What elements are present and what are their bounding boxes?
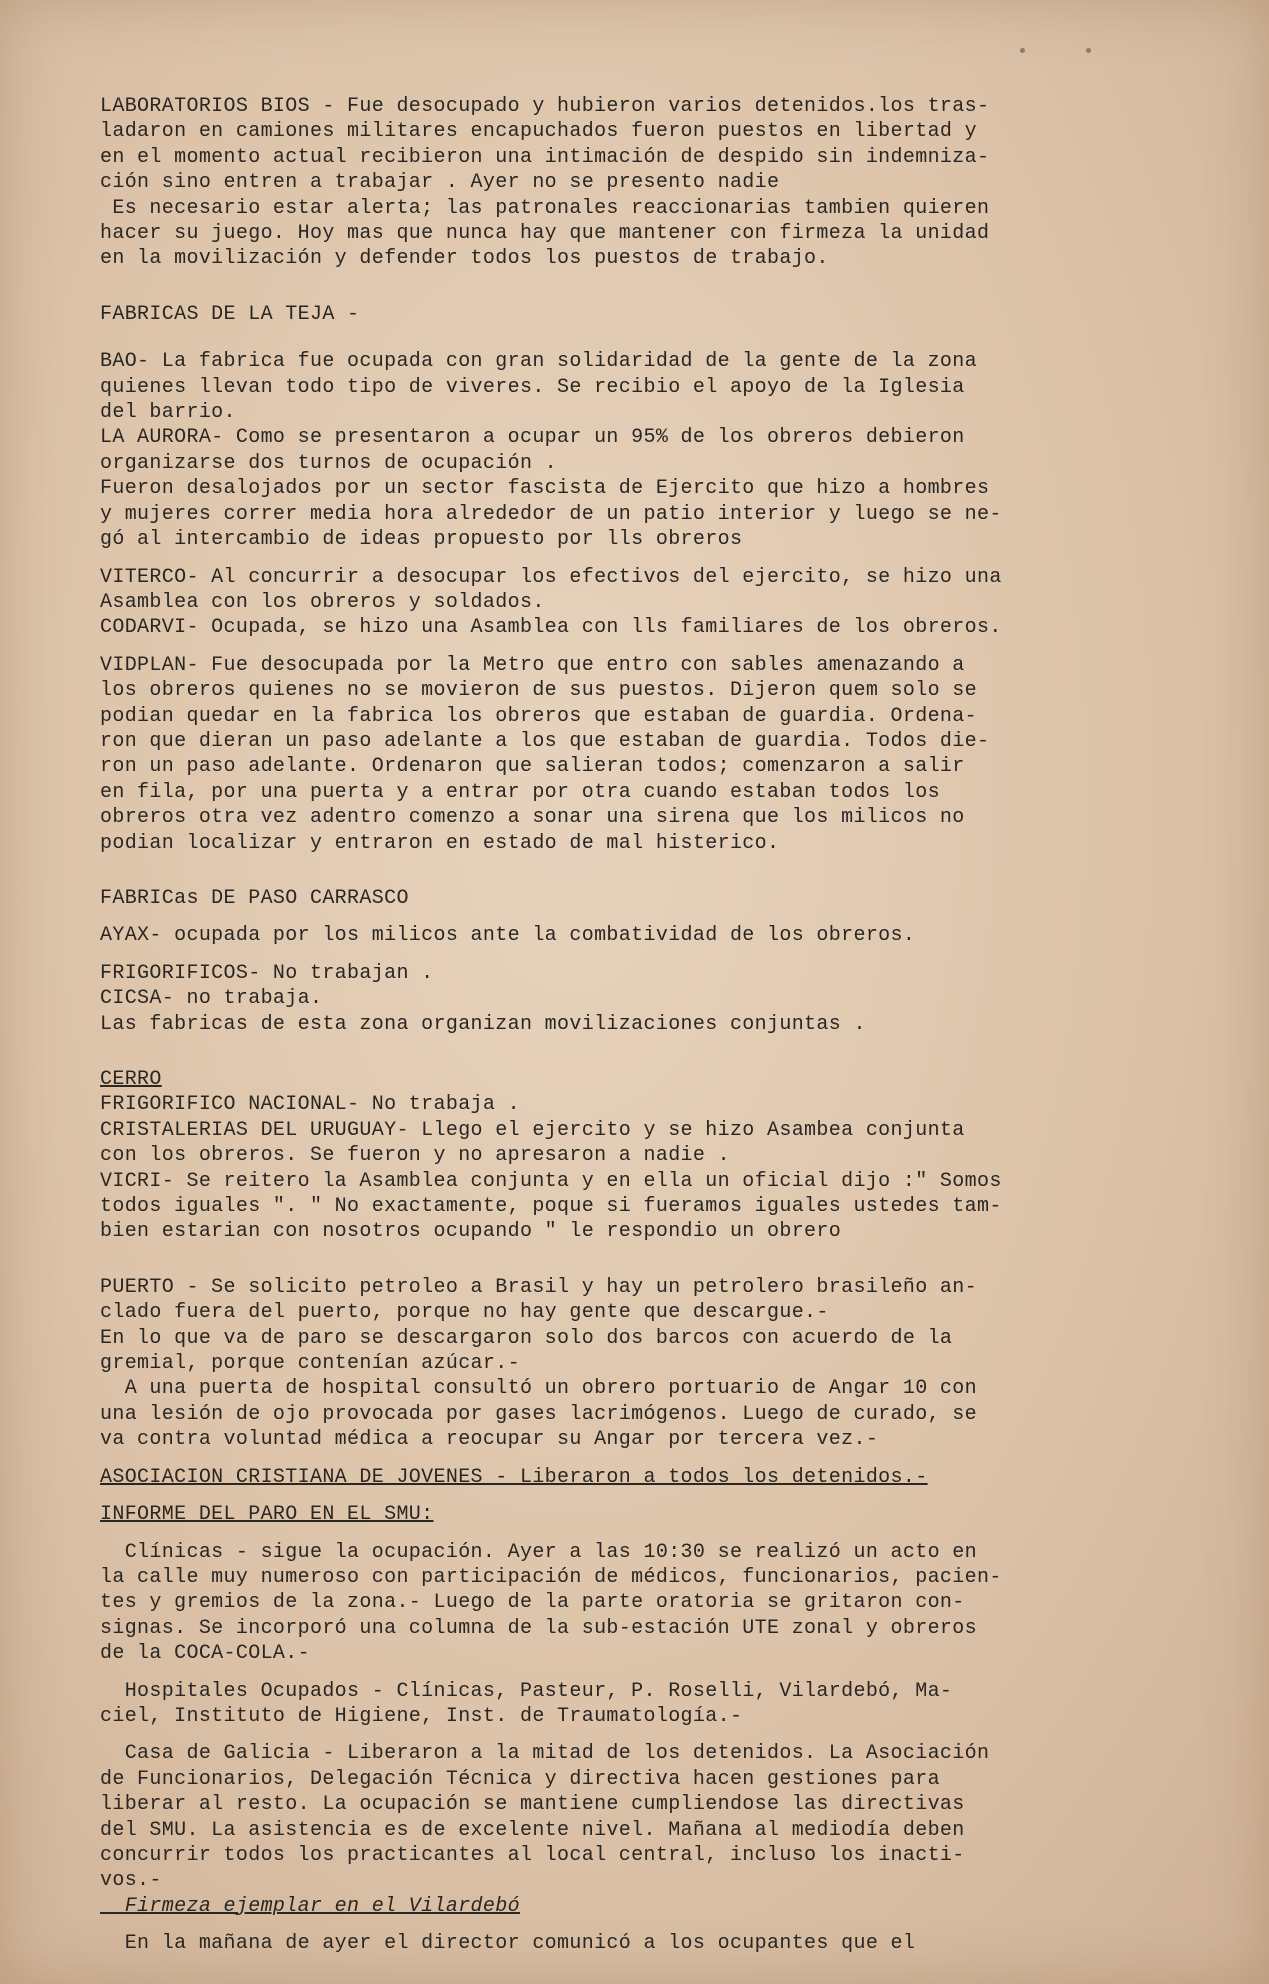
text-line: Casa de Galicia - Liberaron a la mitad de los detenidos. La Asociación	[100, 1742, 990, 1766]
text-line: PUERTO - Se solicito petroleo a Brasil y hay un petrolero brasileño an-	[100, 1275, 977, 1299]
text-line: concurrir todos los practicantes al local central, incluso los inacti-	[100, 1843, 965, 1867]
text-line: Asamblea con los obreros y soldados.	[100, 590, 545, 614]
text-line: en la movilización y defender todos los puestos de trabajo.	[100, 247, 829, 271]
text-line: FRIGORIFICOS- No trabajan .	[100, 961, 434, 985]
text-line: podian localizar y entraron en estado de mal histerico.	[100, 831, 780, 855]
text-line: VICRI- Se reitero la Asamblea conjunta y en ella un oficial dijo :" Somos	[100, 1169, 1002, 1193]
text-line: una lesión de ojo provocada por gases lacrimógenos. Luego de curado, se	[100, 1402, 977, 1426]
text-line: de Funcionarios, Delegación Técnica y directiva hacen gestiones para	[100, 1767, 940, 1791]
text-line: En la mañana de ayer el director comunicó a los ocupantes que el	[100, 1932, 916, 1956]
text-line: y mujeres correr media hora alrededor de un patio interior y luego se ne-	[100, 502, 1002, 526]
text-line: podian quedar en la fabrica los obreros que estaban de guardia. Ordena-	[100, 704, 977, 728]
text-line: FRIGORIFICO NACIONAL- No trabaja .	[100, 1093, 520, 1117]
text-line: todos iguales ". " No exactamente, poque si fueramos iguales ustedes tam-	[100, 1195, 1002, 1219]
text-line: del SMU. La asistencia es de excelente nivel. Mañana al mediodía deben	[100, 1818, 965, 1842]
text-line: Fueron desalojados por un sector fascista de Ejercito que hizo a hombres	[100, 477, 990, 501]
document-body	[100, 94, 1180, 1957]
text-line: A una puerta de hospital consultó un obrero portuario de Angar 10 con	[100, 1377, 977, 1401]
text-line: bien estarian con nosotros ocupando " le respondio un obrero	[100, 1220, 842, 1244]
text-line: LABORATORIOS BIOS - Fue desocupado y hubieron varios detenidos.los tras-	[100, 95, 990, 118]
text-line: los obreros quienes no se movieron de sus puestos. Dijeron quem solo se	[100, 679, 977, 703]
text-line: va contra voluntad médica a reocupar su Angar por tercera vez.-	[100, 1428, 879, 1452]
text-line: Es necesario estar alerta; las patronales reaccionarias tambien quieren	[100, 196, 990, 220]
text-line: liberar al resto. La ocupación se mantiene cumpliendose las directivas	[100, 1793, 965, 1817]
text-line: obreros otra vez adentro comenzo a sonar una sirena que los milicos no	[100, 806, 965, 830]
section-heading: FABRICAS DE LA TEJA -	[100, 302, 360, 326]
text-line: gó al intercambio de ideas propuesto por lls obreros	[100, 528, 743, 552]
text-line: Las fabricas de esta zona organizan movilizaciones conjuntas .	[100, 1012, 866, 1036]
text-line: ción sino entren a trabajar . Ayer no se presento nadie	[100, 171, 780, 195]
text-line: BAO- La fabrica fue ocupada con gran solidaridad de la gente de la zona	[100, 350, 977, 374]
text-line: ladaron en camiones militares encapuchados fueron puestos en libertad y	[100, 120, 977, 144]
text-line: CODARVI- Ocupada, se hizo una Asamblea con lls familiares de los obreros.	[100, 616, 1002, 640]
text-line: del barrio.	[100, 401, 236, 425]
text-line: CICSA- no trabaja.	[100, 987, 323, 1011]
text-line: ciel, Instituto de Higiene, Inst. de Traumatología.-	[100, 1704, 743, 1728]
text-line: tes y gremios de la zona.- Luego de la parte oratoria se gritaron con-	[100, 1591, 965, 1615]
text-line: signas. Se incorporó una columna de la sub-estación UTE zonal y obreros	[100, 1616, 977, 1640]
text-line: AYAX- ocupada por los milicos ante la combatividad de los obreros.	[100, 924, 916, 948]
text-line: en el momento actual recibieron una intimación de despido sin indemniza-	[100, 145, 990, 169]
text-line: VIDPLAN- Fue desocupada por la Metro que entro con sables amenazando a	[100, 653, 965, 677]
text-line: ron un paso adelante. Ordenaron que salieran todos; comenzaron a salir	[100, 755, 965, 779]
text-line: organizarse dos turnos de ocupación .	[100, 451, 558, 475]
text-line: LA AURORA- Como se presentaron a ocupar un 95% de los obreros debieron	[100, 426, 965, 450]
text-line: con los obreros. Se fueron y no apresaron a nadie .	[100, 1144, 730, 1168]
section-heading: FABRICas DE PASO CARRASCO	[100, 886, 409, 910]
section-heading: INFORME DEL PARO EN EL SMU:	[100, 1503, 434, 1527]
section-heading: ASOCIACION CRISTIANA DE JOVENES - Liberaron a todos los detenidos.-	[100, 1465, 928, 1489]
section-heading: Firmeza ejemplar en el Vilardebó	[100, 1894, 520, 1918]
text-line: En lo que va de paro se descargaron solo dos barcos con acuerdo de la	[100, 1326, 953, 1350]
text-line: quienes llevan todo tipo de viveres. Se recibio el apoyo de la Iglesia	[100, 375, 965, 399]
text-line: gremial, porque contenían azúcar.-	[100, 1352, 520, 1376]
text-line: Clínicas - sigue la ocupación. Ayer a las 10:30 se realizó un acto en	[100, 1540, 977, 1564]
text-line: VITERCO- Al concurrir a desocupar los efectivos del ejercito, se hizo una	[100, 565, 1002, 589]
text-line: ron que dieran un paso adelante a los que estaban de guardia. Todos die-	[100, 729, 990, 753]
text-line: Hospitales Ocupados - Clínicas, Pasteur, P. Roselli, Vilardebó, Ma-	[100, 1679, 953, 1703]
text-line: CRISTALERIAS DEL URUGUAY- Llego el ejercito y se hizo Asambea conjunta	[100, 1118, 965, 1142]
text-line: de la COCA-COLA.-	[100, 1642, 310, 1666]
text-line: clado fuera del puerto, porque no hay gente que descargue.-	[100, 1301, 829, 1325]
punch-mark	[1020, 48, 1025, 53]
punch-mark	[1086, 48, 1091, 53]
text-line: la calle muy numeroso con participación de médicos, funcionarios, pacien-	[100, 1565, 1002, 1589]
text-line: hacer su juego. Hoy mas que nunca hay que mantener con firmeza la unidad	[100, 222, 990, 246]
text-line: vos.-	[100, 1869, 162, 1893]
section-heading: CERRO	[100, 1068, 162, 1091]
text-line: en fila, por una puerta y a entrar por otra cuando estaban todos los	[100, 780, 940, 804]
